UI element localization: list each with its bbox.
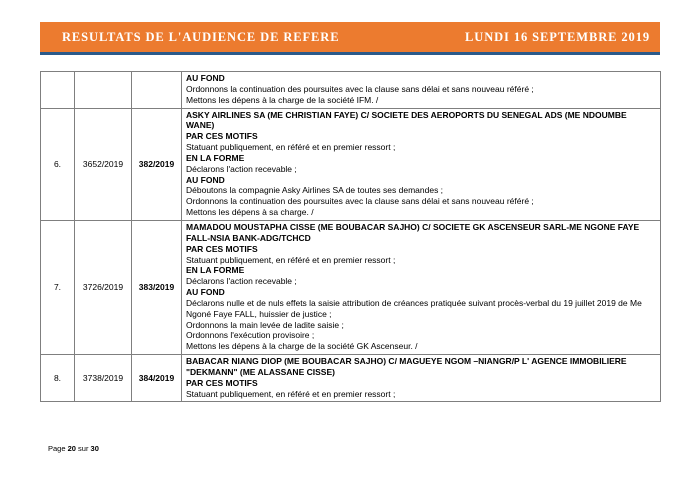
ordonnance-number: 383/2019 bbox=[132, 220, 182, 354]
footer-middle: sur bbox=[75, 444, 91, 453]
decision-line: Mettons les dépens à la charge de la société IFM. / bbox=[186, 94, 379, 105]
footer-current-page: 20 bbox=[67, 444, 76, 453]
section-heading: PAR CES MOTIFS bbox=[186, 243, 258, 254]
decision-content bbox=[182, 72, 661, 109]
decision-line: Statuant publiquement, en référé et en premier ressort ; bbox=[186, 388, 396, 399]
decision-line: Statuant publiquement, en référé et en premier ressort ; bbox=[186, 254, 396, 265]
case-parties: ASKY AIRLINES SA (ME CHRISTIAN FAYE) C/ SOCIETE DES AEROPORTS DU SENEGAL ADS (ME NDOUMBE WANE) bbox=[186, 109, 627, 131]
section-heading: PAR CES MOTIFS bbox=[186, 131, 258, 142]
header-date: LUNDI 16 SEPTEMBRE 2019 bbox=[465, 29, 650, 44]
row-number: 8. bbox=[41, 355, 75, 402]
decision-line: Déclarons nulle et de nuls effets la saisie attribution de créances pratiquée suivant procès-verbal du 19 juillet 2019 de Me Ngoné Faye FALL, huissier de justice ; bbox=[186, 297, 642, 319]
table-row bbox=[41, 355, 661, 402]
decision-line: Ordonnons la main levée de ladite saisie ; bbox=[186, 319, 344, 330]
table-row bbox=[41, 220, 661, 354]
section-heading: PAR CES MOTIFS bbox=[186, 377, 258, 388]
case-parties: MAMADOU MOUSTAPHA CISSE (ME BOUBACAR SAJHO) C/ SOCIETE GK ASCENSEUR SARL-ME NGONE FAYE FALL-NSIA BANK-ADG/TCHCD bbox=[186, 221, 640, 243]
section-heading: EN LA FORME bbox=[186, 265, 245, 276]
decision-line: Mettons les dépens à la charge de la société GK Ascenseur. / bbox=[186, 341, 418, 352]
decision-line: Ordonnons la continuation des poursuites avec la clause sans délai et sans nouveau référé ; bbox=[186, 83, 534, 94]
decision-content bbox=[182, 220, 661, 354]
table-row bbox=[41, 72, 661, 109]
decision-content bbox=[182, 108, 661, 220]
row-number bbox=[41, 72, 75, 109]
section-heading: AU FOND bbox=[186, 174, 225, 185]
decision-line: Mettons les dépens à sa charge. / bbox=[186, 207, 314, 218]
table-row bbox=[41, 108, 661, 220]
decision-line: Déboutons la compagnie Asky Airlines SA de toutes ses demandes ; bbox=[186, 185, 444, 196]
decision-line: Ordonnons la continuation des poursuites avec la clause sans délai et sans nouveau référé ; bbox=[186, 196, 534, 207]
results-table-body bbox=[41, 72, 661, 402]
decision-line: Statuant publiquement, en référé et en premier ressort ; bbox=[186, 142, 396, 153]
ordonnance-number bbox=[132, 72, 182, 109]
decision-line: Déclarons l'action recevable ; bbox=[186, 276, 297, 287]
repertoire-number: 3738/2019 bbox=[75, 355, 132, 402]
decision-content bbox=[182, 355, 661, 402]
footer-total-pages: 30 bbox=[90, 444, 99, 453]
section-heading: AU FOND bbox=[186, 287, 225, 298]
decision-line: Déclarons l'action recevable ; bbox=[186, 163, 297, 174]
page-footer bbox=[48, 444, 99, 453]
ordonnance-number: 382/2019 bbox=[132, 108, 182, 220]
section-heading: AU FOND bbox=[186, 73, 225, 83]
case-parties: BABACAR NIANG DIOP (ME BOUBACAR SAJHO) C/ MAGUEYE NGOM –NIANGR/P L' AGENCE IMMOBILIERE "DEKMANN" (ME ALASSANE CISSE) bbox=[186, 356, 627, 377]
repertoire-number: 3726/2019 bbox=[75, 220, 132, 354]
repertoire-number: 3652/2019 bbox=[75, 108, 132, 220]
footer-prefix: Page bbox=[48, 444, 68, 453]
ordonnance-number: 384/2019 bbox=[132, 355, 182, 402]
row-number: 7. bbox=[41, 220, 75, 354]
header-title: RESULTATS DE L'AUDIENCE DE REFERE bbox=[62, 29, 340, 44]
repertoire-number bbox=[75, 72, 132, 109]
header-banner bbox=[40, 22, 660, 55]
results-table bbox=[40, 71, 661, 402]
section-heading: EN LA FORME bbox=[186, 152, 245, 163]
decision-line: Ordonnons l'exécution provisoire ; bbox=[186, 330, 315, 341]
row-number: 6. bbox=[41, 108, 75, 220]
